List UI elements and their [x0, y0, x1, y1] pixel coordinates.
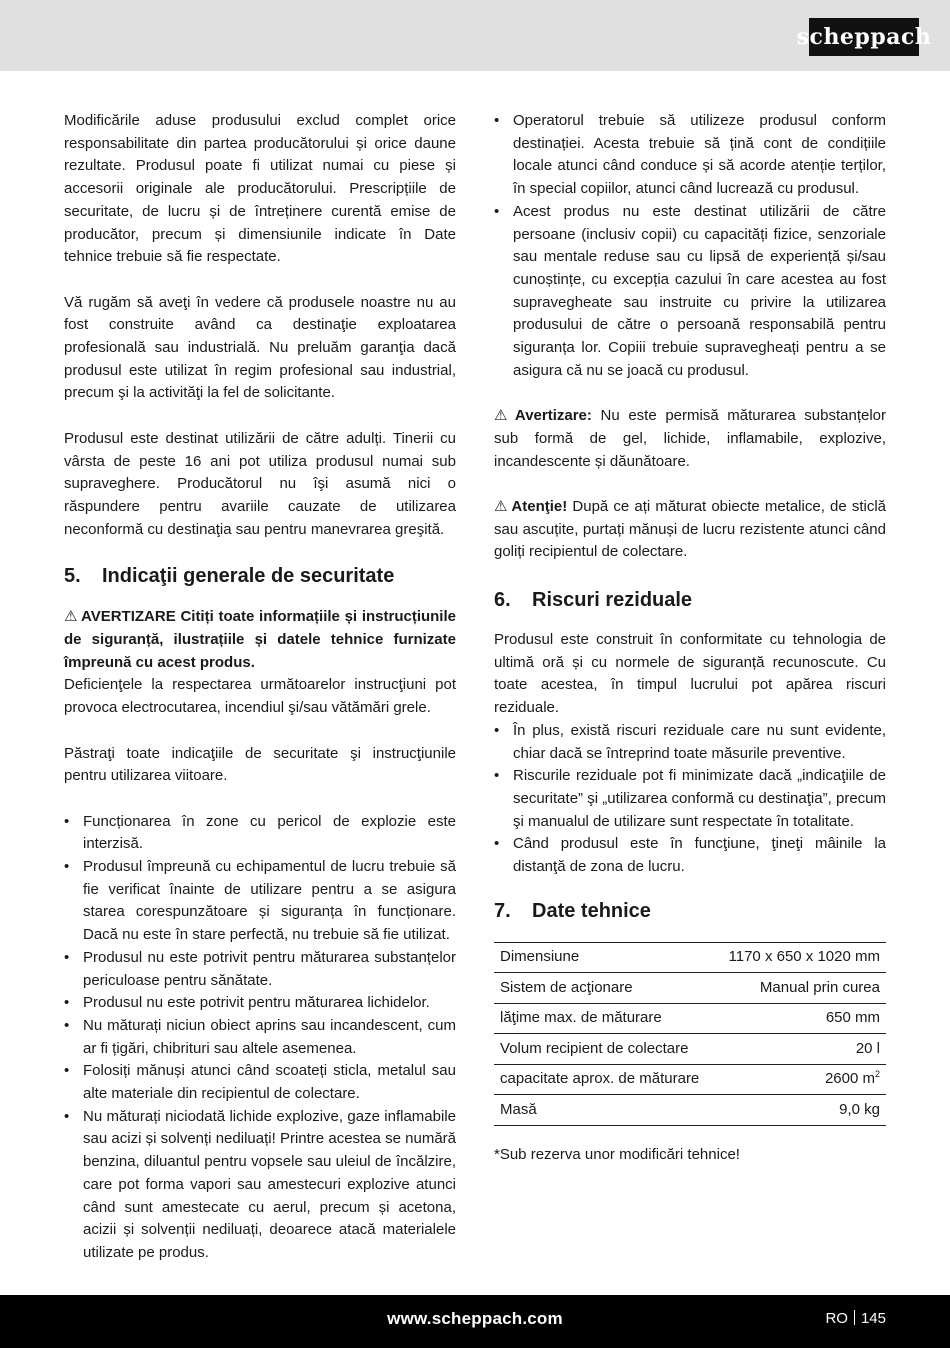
table-row	[494, 942, 886, 973]
section-6-number: 6.	[494, 589, 511, 612]
separator	[854, 1310, 855, 1325]
table-row	[494, 973, 886, 1004]
attention-text: După ce ați măturat obiecte metalice, de sticlă sau ascuțite, purtați mănuși de lucru rezistente atunci când goliți recipientul de colectare.	[494, 497, 886, 561]
website-link[interactable]: www.scheppach.com	[387, 1309, 563, 1328]
warning-triangle-icon: ⚠	[494, 497, 509, 515]
residual-risks-list	[494, 720, 886, 879]
section-7-number: 7.	[494, 899, 511, 922]
warning-consequences: Deficienţele la respectarea următoarelor instrucţiuni pot provoca electrocutarea, incendiul şi/sau vătămări grele.	[64, 676, 456, 717]
section-5-number: 5.	[64, 565, 81, 588]
spec-value	[715, 1064, 886, 1095]
spec-value-text: 2600 m	[824, 1070, 875, 1088]
spec-value: 650 mm	[715, 1003, 886, 1034]
spec-label: capacitate aprox. de măturare	[494, 1064, 715, 1095]
list-item: • Când produsul este în funcţiune, ţineţi mâinile la distanţă de zona de lucru.	[494, 833, 886, 878]
list-item: • Riscurile reziduale pot fi minimizate dacă „indicaţiile de securitate” şi „utilizarea conformă cu destinaţia”, precum şi manualul de utilizare sunt respectate în totalitate.	[494, 765, 886, 833]
header-band	[0, 0, 950, 71]
list-item: • Nu măturați niciun obiect aprins sau incandescent, cum ar fi țigări, chibrituri sau altele asemenea.	[64, 1015, 456, 1060]
spec-value: 20 l	[715, 1034, 886, 1065]
list-item: • Acest produs nu este destinat utilizării de către persoane (inclusiv copii) cu capacități fizice, senzoriale sau mentale reduse sau cu lipsă de experiență și/sau cunoștințe, cu excepția cazului în care acestea au fost supravegheate sau instruite cu privire la utilizarea produsului de către o persoană responsabilă pentru siguranța lor. Copiii trebuie supravegheați pentru a se asigura că nu se joacă cu produsul.	[494, 201, 886, 383]
spec-value: 1170 x 650 x 1020 mm	[715, 942, 886, 973]
section-5-heading	[64, 563, 456, 589]
section-6-title: Riscuri reziduale	[532, 589, 693, 612]
paragraph-keep-instructions: Păstraţi toate indicaţiile de securitate şi instrucţiunile pentru utilizarea viitoare.	[64, 744, 456, 785]
warning-triangle-icon: ⚠	[64, 608, 78, 626]
technical-data-table	[494, 942, 886, 1126]
spec-value: Manual prin curea	[715, 973, 886, 1004]
warning-label: Avertizare:	[514, 407, 592, 425]
paragraph-adult-use: Produsul este destinat utilizării de către adulți. Tinerii cu vârsta de peste 16 ani pot utiliza produsul numai sub supraveghere. Producătorul nu îşi asumă nici o răspundere pentru avariile cauzate de utilizarea neconformă cu destinaţia sau pentru manevrarea greşită.	[64, 429, 456, 538]
footer-bar	[0, 1295, 950, 1348]
right-column	[494, 110, 886, 1166]
scheppach-logo: scheppach	[809, 18, 919, 56]
list-item: • Nu măturați niciodată lichide explozive, gaze inflamabile sau acizi și solvenți nediluați! Printre acestea se numără benzina, diluantul pentru vopsele sau uleiul de încălzire, care pot forma vapori sau amestecuri explozive atunci când sunt amestecate cu aerul, precum și acetona, acizii și solvenții nediluați, deoarece atacă materialele utilizate pe produs.	[64, 1106, 456, 1265]
page-indicator	[825, 1310, 886, 1327]
table-row	[494, 1095, 886, 1126]
technical-footnote: *Sub rezerva unor modificări tehnice!	[494, 1145, 740, 1163]
list-item: • Operatorul trebuie să utilizeze produsul conform destinației. Acesta trebuie să țină cont de condițiile locale atunci când conduce și să acorde atenție terților, în special copiilor, atunci când lucrează cu produsul.	[494, 110, 886, 201]
spec-label: lăţime max. de măturare	[494, 1003, 715, 1034]
paragraph-residual-intro: Produsul este construit în conformitate cu tehnologia de ultimă oră și cu normele de siguranță recunoscute. Cu toate acestea, în timpul lucrului pot apărea riscuri reziduale.	[494, 631, 886, 717]
list-item: • Produsul împreună cu echipamentul de lucru trebuie să fie verificat înainte de utilizare pentru a se asigura starea corespunzătoare și siguranța în funcționare. Dacă nu este în stare perfectă, nu trebuie să fie utilizat.	[64, 856, 456, 947]
list-item: • În plus, există riscuri reziduale care nu sunt evidente, chiar dacă se întreprind toate măsurile preventive.	[494, 720, 886, 765]
spec-value: 9,0 kg	[715, 1095, 886, 1126]
list-item: • Produsul nu este potrivit pentru măturarea lichidelor.	[64, 992, 456, 1015]
section-7-title: Date tehnice	[532, 899, 651, 922]
table-row	[494, 1034, 886, 1065]
left-column	[64, 110, 456, 1265]
warning-text: Nu este permisă măturarea substanțelor sub formă de gel, lichide, inflamabile, explozive, incandescente și dăunătoare.	[494, 407, 887, 470]
spec-label: Masă	[494, 1095, 715, 1126]
warning-triangle-icon: ⚠	[494, 407, 512, 425]
page-number: 145	[860, 1310, 886, 1327]
superscript: 2	[874, 1069, 880, 1080]
list-item: • Funcționarea în zone cu pericol de explozie este interzisă.	[64, 811, 456, 856]
safety-bullet-list	[64, 811, 456, 1265]
language-code: RO	[825, 1310, 848, 1327]
warning-substances	[494, 405, 886, 473]
list-item: • Produsul nu este potrivit pentru măturarea substanțelor periculoase pentru sănătate.	[64, 947, 456, 992]
spec-label: Sistem de acţionare	[494, 973, 715, 1004]
section-5-title: Indicaţii generale de securitate	[102, 565, 395, 588]
paragraph-modifications: Modificările aduse produsului exclud complet orice responsabilitate din partea producătorului și orice daune rezultate. Produsul poate fi utilizat numai cu piese și accesorii originale ale producătorului. Prescripțiile de securitate, de lucru și de întreținere curentă emise de producător, precum și dimensiunile indicate în Date tehnice trebuie să fie respectate.	[64, 112, 456, 266]
warning-read-all-bold: AVERTIZARE Citiți toate informațiile și instrucțiunile de siguranță, ilustrațiile și datele tehnice furnizate împreună cu acest produs.	[64, 608, 456, 671]
table-row	[494, 1064, 886, 1095]
operator-bullet-list	[494, 110, 886, 382]
table-row	[494, 1003, 886, 1034]
spec-label: Dimensiune	[494, 942, 715, 973]
warning-read-all	[64, 606, 456, 674]
section-7-heading	[494, 898, 886, 924]
attention-label: Atenţie!	[511, 497, 568, 515]
warning-gloves	[494, 496, 886, 564]
section-6-heading	[494, 587, 886, 613]
paragraph-professional-use: Vă rugăm să aveţi în vedere că produsele noastre nu au fost construite având ca destinaţie exploatarea profesională sau industrială. Nu preluăm garanţia dacă produsul este utilizat în regim profesional sau industrial, precum şi la activităţi la fel de solicitante.	[64, 293, 456, 402]
spec-label: Volum recipient de colectare	[494, 1034, 715, 1065]
list-item: • Folosiți mănuși atunci când scoateți sticla, metalul sau alte materiale din recipientul de colectare.	[64, 1060, 456, 1105]
